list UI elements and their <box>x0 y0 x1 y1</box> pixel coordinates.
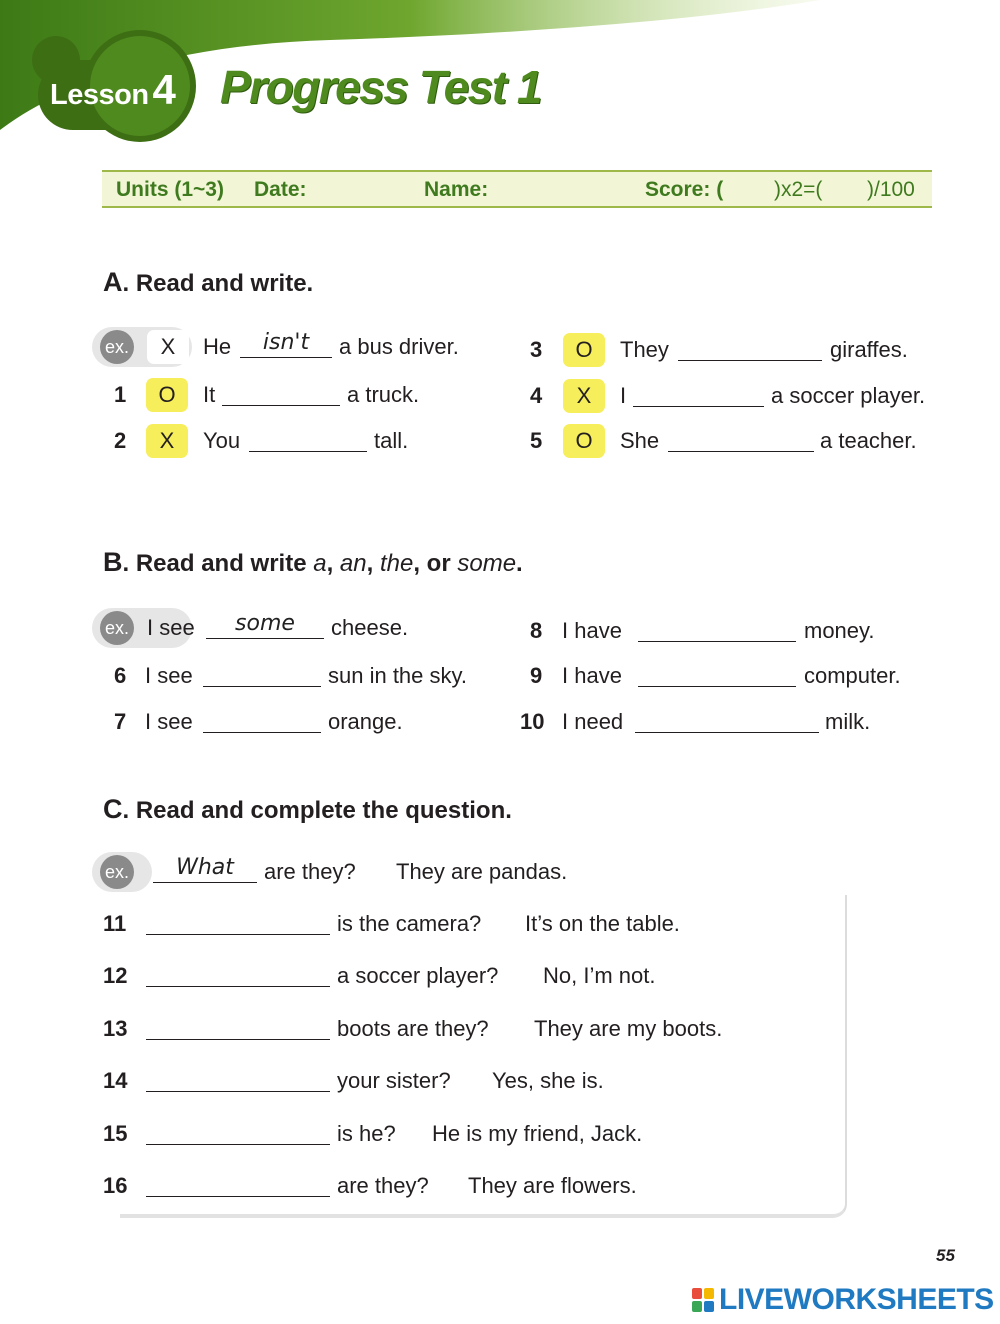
answer-input[interactable] <box>146 1012 330 1040</box>
score-total: )/100 <box>867 178 915 201</box>
units-label: Units (1~3) <box>116 178 224 201</box>
section-c-item <box>103 1012 753 1046</box>
sentence-rest: computer. <box>804 663 901 688</box>
answer-input[interactable] <box>249 424 367 452</box>
item-number: 8 <box>530 618 543 643</box>
section-c-letter: C <box>103 794 123 824</box>
mark-box: O <box>563 424 605 458</box>
word-an: an <box>339 550 367 577</box>
item-number: 4 <box>530 383 543 408</box>
sentence-start: I see <box>147 615 195 640</box>
sentence-rest: milk. <box>825 709 871 734</box>
section-c-item <box>103 1064 723 1098</box>
section-a-letter: A <box>103 267 123 297</box>
section-c-item <box>103 1117 723 1151</box>
sentence-rest: a bus driver. <box>339 334 459 359</box>
section-c-title <box>103 794 512 825</box>
reply-text: No, I’m not. <box>543 963 656 988</box>
answer-input[interactable] <box>678 333 822 361</box>
subject: He <box>203 334 232 359</box>
section-a-item <box>114 424 444 458</box>
liveworksheets-logo[interactable] <box>692 1282 994 1318</box>
item-number: 1 <box>114 382 127 407</box>
sentence-start: I need <box>562 709 624 734</box>
answer-blank: What <box>153 855 257 883</box>
section-b-letter: B <box>103 547 123 577</box>
reply-text: They are my boots. <box>534 1016 723 1041</box>
subject: They <box>620 337 669 362</box>
section-b-item <box>520 705 890 739</box>
reply-text: Yes, she is. <box>492 1068 604 1093</box>
section-c-item <box>103 907 723 941</box>
answer-input[interactable] <box>633 379 764 407</box>
item-number: 7 <box>114 709 127 734</box>
info-bar <box>102 170 932 208</box>
reply-text: They are pandas. <box>396 859 568 884</box>
question-text: is he? <box>337 1121 396 1146</box>
reply-text: It’s on the table. <box>525 911 680 936</box>
sentence-rest: sun in the sky. <box>328 663 467 688</box>
section-b-item <box>530 659 920 693</box>
sentence-rest: cheese. <box>331 615 409 640</box>
page-number: 55 <box>936 1246 955 1265</box>
example-icon: ex. <box>100 855 134 889</box>
sentence-rest: a truck. <box>347 382 420 407</box>
item-number: 9 <box>530 663 543 688</box>
answer-input[interactable] <box>638 659 796 687</box>
lesson-label <box>50 66 175 114</box>
answer-input[interactable] <box>668 424 814 452</box>
reply-text: He is my friend, Jack. <box>432 1121 643 1146</box>
answer-input[interactable] <box>146 1064 330 1092</box>
period: . <box>516 550 523 577</box>
brand-name: LIVEWORKSHEETS <box>719 1283 994 1316</box>
answer-input[interactable] <box>203 705 321 733</box>
section-c-item <box>103 1169 723 1203</box>
word-some: some <box>457 550 517 577</box>
section-c-example <box>100 855 600 889</box>
answer-blank: isn't <box>240 330 332 358</box>
separator: , <box>366 550 374 577</box>
subject: It <box>203 382 216 407</box>
mark-box: O <box>146 378 188 412</box>
subject: She <box>620 428 660 453</box>
answer-input[interactable] <box>638 614 796 642</box>
word-a: a <box>313 550 327 577</box>
answer-input[interactable] <box>222 378 340 406</box>
section-a-heading: . Read and write. <box>122 270 314 297</box>
item-number: 14 <box>103 1068 128 1093</box>
lesson-number: 4 <box>152 66 176 113</box>
score-multiplier: )x2=( <box>774 178 823 201</box>
item-number: 11 <box>103 911 127 936</box>
question-text: your sister? <box>337 1068 451 1093</box>
reply-text: They are flowers. <box>468 1173 637 1198</box>
sentence-start: I see <box>145 709 193 734</box>
item-number: 10 <box>520 709 545 734</box>
example-icon: ex. <box>100 611 134 645</box>
word-the: the <box>379 550 414 577</box>
mark-box: X <box>146 424 188 458</box>
section-c-heading: . Read and complete the question. <box>122 797 512 824</box>
sentence-start: I have <box>562 618 622 643</box>
sentence-rest: tall. <box>374 428 409 453</box>
mark-box: O <box>563 333 605 367</box>
name-label: Name: <box>424 178 489 201</box>
item-number: 2 <box>114 428 127 453</box>
section-a-item <box>114 378 444 412</box>
answer-input[interactable] <box>146 907 330 935</box>
separator-or: , or <box>413 550 451 577</box>
item-number: 12 <box>103 963 128 988</box>
section-b-title <box>103 547 523 578</box>
question-text: are they? <box>337 1173 429 1198</box>
section-a-item <box>530 379 945 413</box>
date-label: Date: <box>254 178 307 201</box>
section-b-heading: . Read and write <box>122 550 307 577</box>
sentence-rest: orange. <box>328 709 403 734</box>
question-text: a soccer player? <box>337 963 499 988</box>
subject: I <box>620 383 627 408</box>
section-a-item <box>530 333 930 367</box>
page-title: Progress Test 1 <box>220 61 541 113</box>
subject: You <box>203 428 241 453</box>
answer-input[interactable] <box>203 659 321 687</box>
section-a-title <box>103 267 313 298</box>
score-label: Score: ( <box>645 178 724 201</box>
separator: , <box>326 550 334 577</box>
section-b-item <box>530 614 890 648</box>
example-icon: ex. <box>100 330 134 364</box>
question-text: is the camera? <box>337 911 482 936</box>
section-b-item <box>114 705 444 739</box>
item-number: 6 <box>114 663 127 688</box>
mark-box: X <box>563 379 605 413</box>
answer-input[interactable] <box>635 705 819 733</box>
sentence-rest: a soccer player. <box>771 383 926 408</box>
answer-input[interactable] <box>146 1117 330 1145</box>
answer-input[interactable] <box>146 1169 330 1197</box>
question-text: are they? <box>264 859 356 884</box>
sentence-start: I see <box>145 663 193 688</box>
section-a-example <box>100 330 480 364</box>
sentence-rest: giraffes. <box>830 337 908 362</box>
answer-input[interactable] <box>146 959 330 987</box>
sentence-start: I have <box>562 663 622 688</box>
section-b-example <box>100 611 430 645</box>
item-number: 15 <box>103 1121 128 1146</box>
mark-box: X <box>147 330 189 364</box>
question-text: boots are they? <box>337 1016 489 1041</box>
item-number: 13 <box>103 1016 128 1041</box>
lesson-word: Lesson <box>50 79 149 111</box>
section-b-item <box>114 659 484 693</box>
answer-blank: some <box>206 611 324 639</box>
section-c-item <box>103 959 723 993</box>
item-number: 3 <box>530 337 543 362</box>
liveworksheets-logo-icon <box>692 1288 714 1312</box>
section-a-item <box>530 424 930 458</box>
item-number: 5 <box>530 428 543 453</box>
sentence-rest: a teacher. <box>820 428 917 453</box>
sentence-rest: money. <box>804 618 875 643</box>
item-number: 16 <box>103 1173 128 1198</box>
